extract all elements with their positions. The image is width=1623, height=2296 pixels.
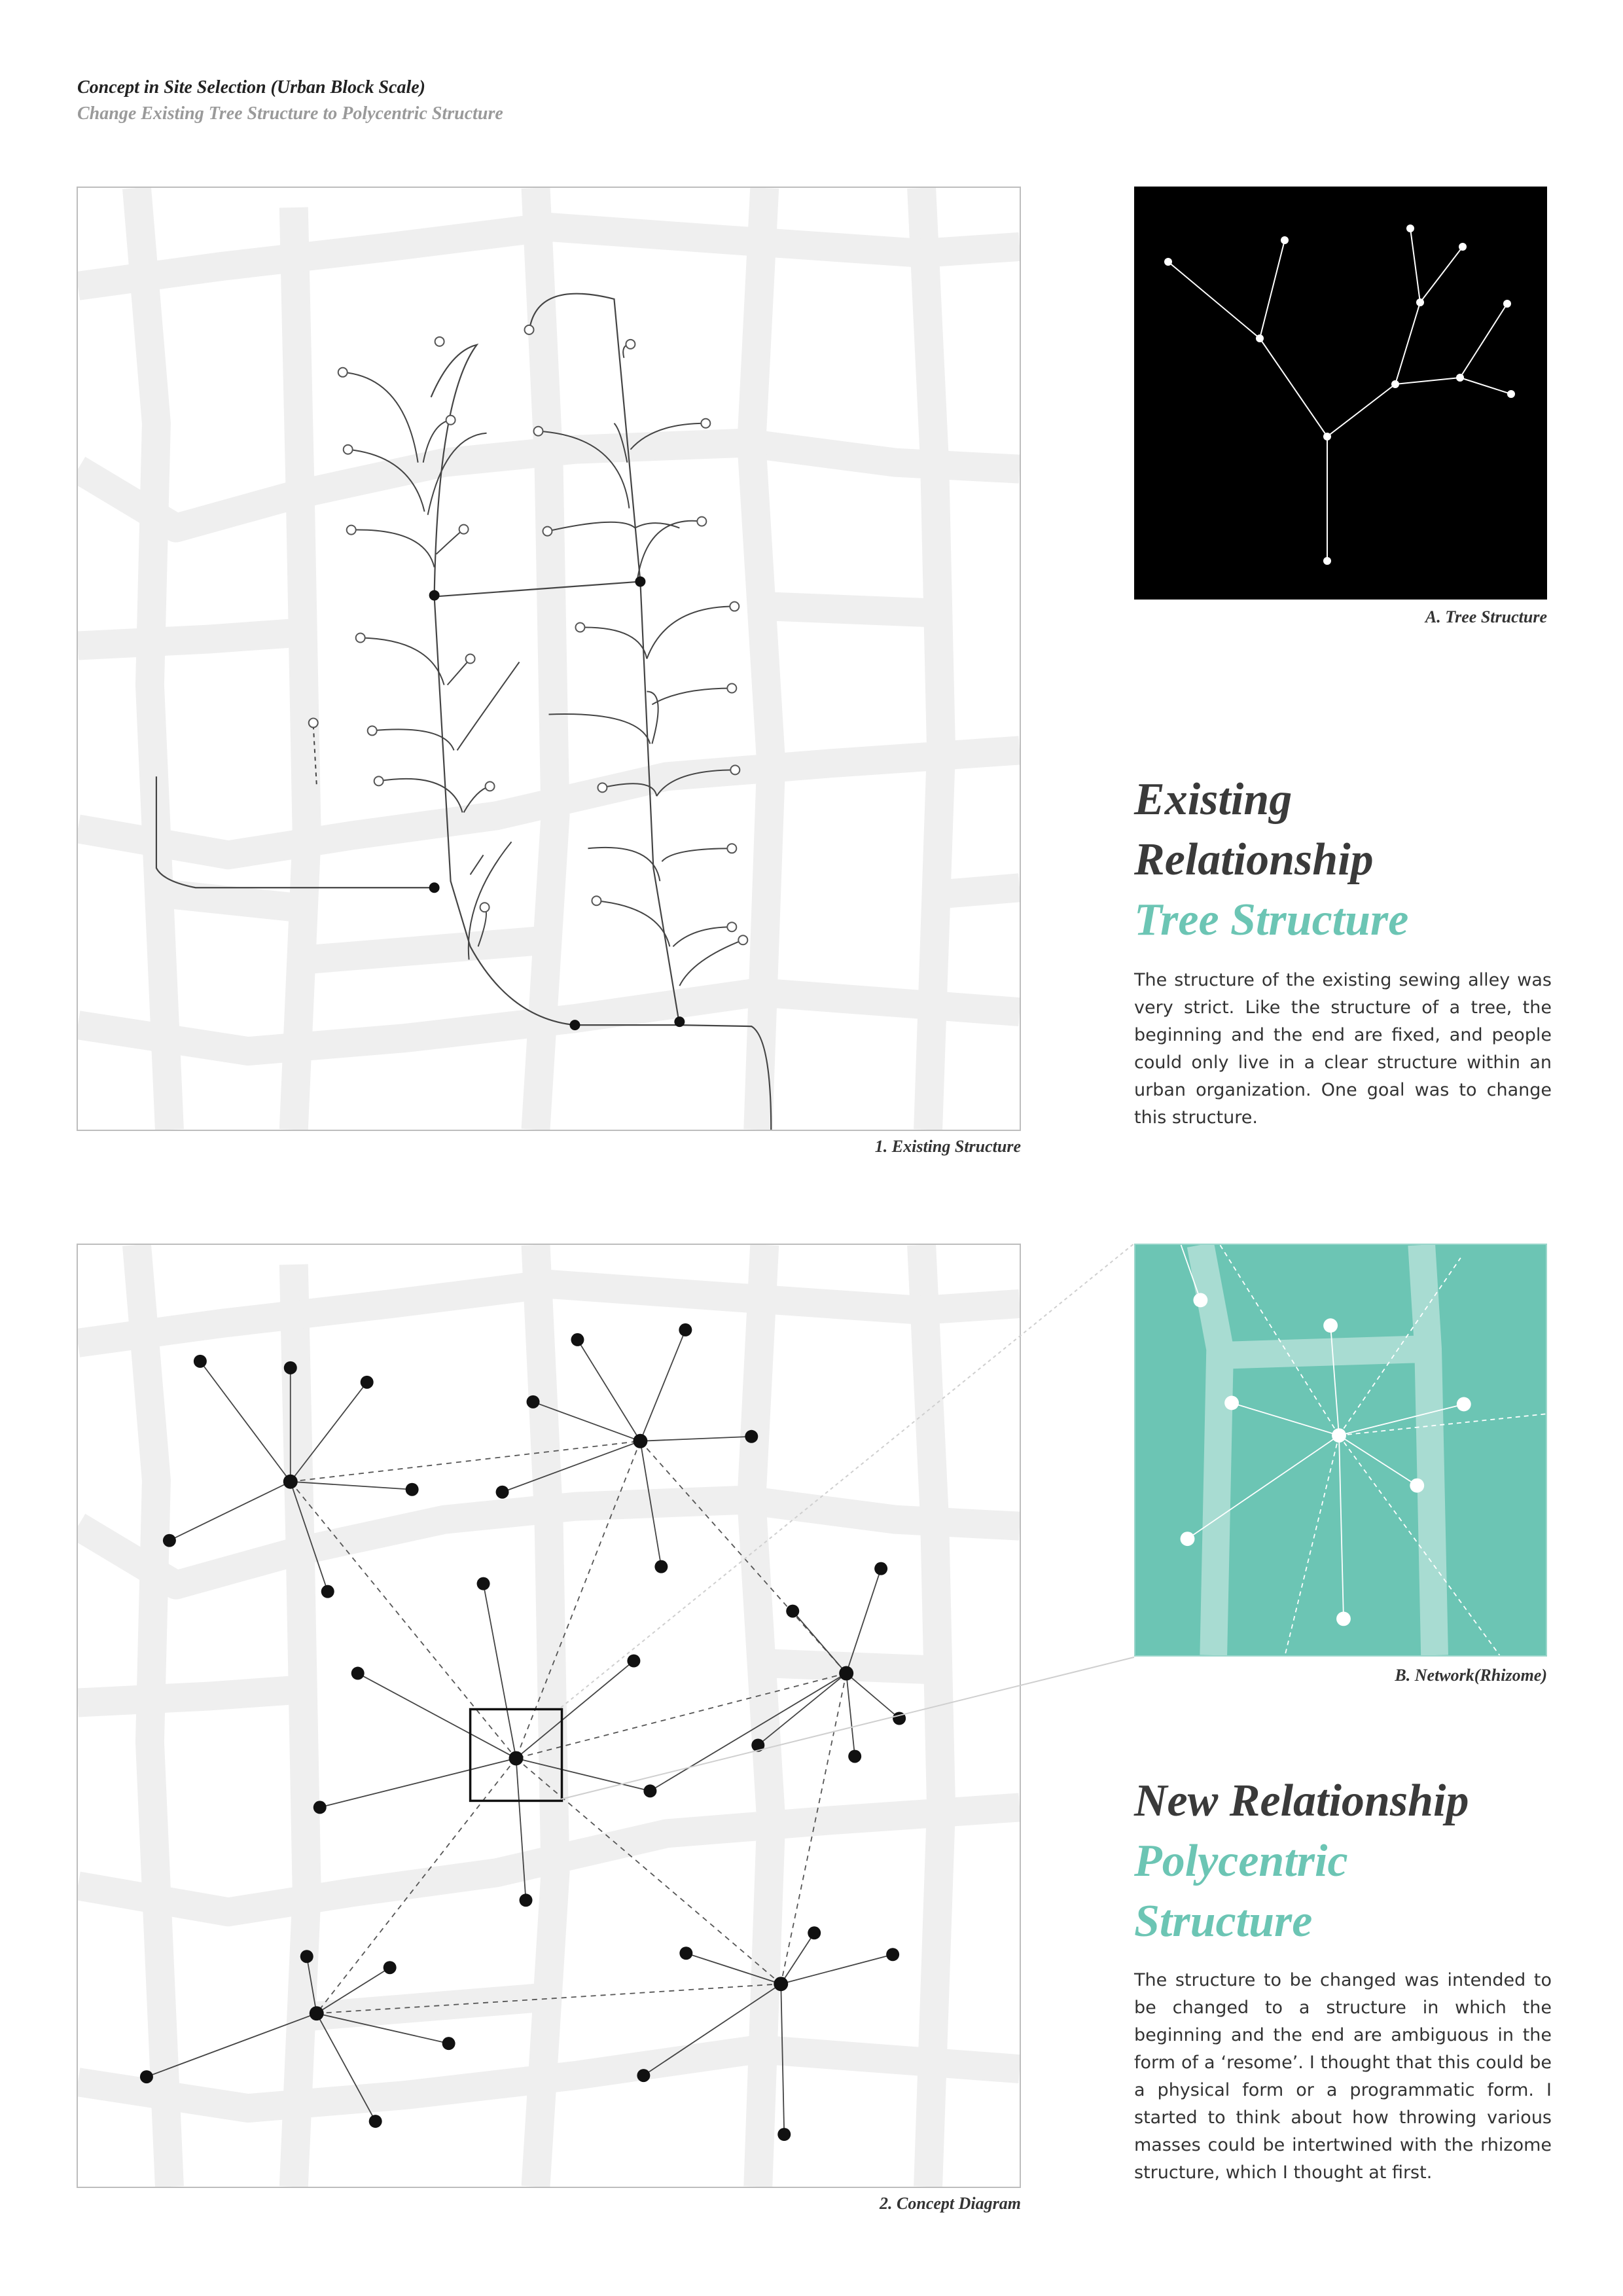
concept-diagram-panel xyxy=(77,1244,1021,2188)
tree-structure-panel xyxy=(1134,187,1547,600)
header-title: Concept in Site Selection (Urban Block Scale) xyxy=(77,77,425,98)
zoomed-dashed-links xyxy=(1220,1245,1546,1655)
existing-relationship-heading xyxy=(1134,770,1408,950)
new-subtitle-line1: Polycentric xyxy=(1134,1836,1348,1886)
concept-diagram-caption: 2. Concept Diagram xyxy=(880,2194,1021,2213)
new-title: New Relationship xyxy=(1134,1776,1469,1826)
network-rhizome-panel xyxy=(1134,1244,1547,1657)
network-rhizome-caption: B. Network(Rhizome) xyxy=(1395,1666,1547,1685)
network-rhizome-diagram xyxy=(1135,1245,1546,1655)
new-description: The structure to be changed was intended to be changed to a structure in which the beginning and the end are ambiguous in the form of a ‘resome’. I thought that this could be a physical form or a programmatic form. I started to think about how throwing various masses could be intertwined with the rhizome structure, which I thought at first. xyxy=(1134,1970,1552,2183)
header-subtitle: Change Existing Tree Structure to Polycentric Structure xyxy=(77,103,503,124)
tree-structure-caption: A. Tree Structure xyxy=(1425,607,1547,626)
tree-structure-diagram xyxy=(1135,188,1547,600)
concept-solid-links xyxy=(147,1330,899,2134)
existing-structure-diagram xyxy=(78,188,1020,1130)
existing-title-line2: Relationship xyxy=(1134,834,1374,885)
new-subtitle-line2: Structure xyxy=(1134,1896,1313,1946)
existing-structure-caption: 1. Existing Structure xyxy=(874,1137,1021,1156)
existing-description: The structure of the existing sewing alley was very strict. Like the structure of a tree, the beginning and the end are fixed, and people could only live in a clear structure within an urban organization. One goal was to change this structure. xyxy=(1134,970,1552,1128)
existing-structure-panel xyxy=(77,187,1021,1131)
concept-diagram xyxy=(78,1245,1020,2187)
existing-title-line1: Existing xyxy=(1134,774,1293,825)
tree-lines xyxy=(1168,228,1511,561)
new-relationship-heading xyxy=(1134,1771,1469,1952)
existing-subtitle: Tree Structure xyxy=(1134,895,1409,945)
tree-nodes xyxy=(1164,224,1515,565)
concept-nodes xyxy=(140,1323,906,2141)
branch-end-nodes xyxy=(309,325,748,944)
street-map xyxy=(78,188,1020,1130)
